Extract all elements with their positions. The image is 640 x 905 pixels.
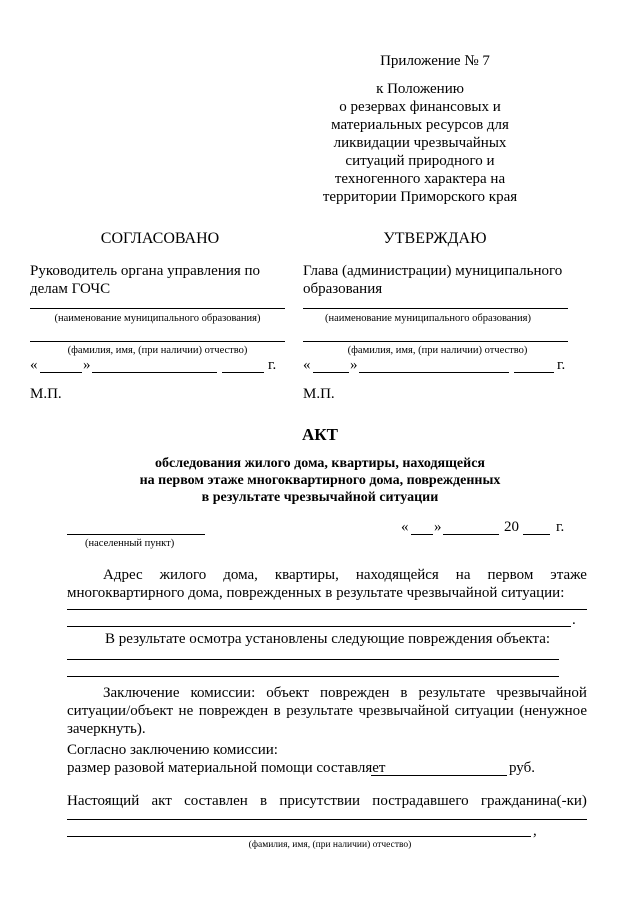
- place-line[interactable]: [67, 534, 205, 535]
- address-word: дома,: [223, 567, 258, 583]
- presence-line-1: [67, 792, 587, 810]
- address-word: Адрес: [103, 567, 143, 583]
- approve-heading: УТВЕРЖДАЮ: [383, 230, 487, 247]
- right-org-line[interactable]: [303, 308, 568, 309]
- right-date-day-line[interactable]: [313, 372, 349, 373]
- conclusion-line-1: [103, 684, 587, 702]
- act-date-day-line[interactable]: [411, 534, 433, 535]
- act-subtitle-line: на первом этаже многоквартирного дома, поврежденных: [139, 473, 501, 488]
- presence-word: составлен: [184, 793, 248, 809]
- agreed-heading: СОГЛАСОВАНО: [100, 230, 220, 247]
- appendix-line: к Положению: [376, 81, 464, 97]
- left-date-year-line[interactable]: [222, 372, 264, 373]
- presence-fill-line[interactable]: [67, 836, 531, 837]
- left-name-caption: (фамилия, имя, (при наличии) отчество): [67, 345, 248, 356]
- left-org-line[interactable]: [30, 308, 285, 309]
- left-stamp: М.П.: [30, 386, 62, 402]
- conclusion-word: поврежден: [198, 703, 269, 719]
- act-date-open: «: [401, 519, 409, 535]
- right-org-caption: (наименование муниципального образования): [324, 313, 532, 324]
- right-position-line: Глава (администрации) муниципального: [303, 263, 563, 279]
- left-position-line: Руководитель органа управления по: [30, 263, 261, 279]
- act-date-year-line[interactable]: [523, 534, 550, 535]
- appendix-line: территории Приморского края: [322, 189, 518, 205]
- conclusion-word: в: [273, 703, 281, 719]
- left-date-day-line[interactable]: [40, 372, 82, 373]
- address-line-2: многоквартирного дома, поврежденных в результате чрезвычайной ситуации:: [67, 585, 565, 601]
- act-date-month-line[interactable]: [443, 534, 499, 535]
- inspection-fill-line[interactable]: [67, 659, 559, 660]
- appendix-line: ликвидации чрезвычайных: [333, 135, 507, 151]
- inspection-text: В результате осмотра установлены следующие повреждения объекта:: [105, 631, 551, 647]
- left-name-line[interactable]: [30, 341, 285, 342]
- right-stamp: М.П.: [303, 386, 335, 402]
- presence-name-caption: (фамилия, имя, (при наличии) отчество): [248, 840, 412, 850]
- right-name-caption: (фамилия, имя, (при наличии) отчество): [347, 345, 528, 356]
- right-date-month-line[interactable]: [359, 372, 509, 373]
- act-subtitle-line: в результате чрезвычайной ситуации: [201, 490, 439, 505]
- right-date-close: »: [350, 357, 358, 373]
- conclusion-word: поврежден: [320, 685, 390, 701]
- conclusion-word: ситуации: [454, 703, 514, 719]
- presence-fill-line[interactable]: [67, 819, 587, 820]
- presence-word: акт: [151, 793, 172, 809]
- conclusion-word: (ненужное: [519, 703, 587, 719]
- conclusion-word: чрезвычайной: [496, 685, 587, 701]
- address-period: .: [572, 612, 576, 628]
- right-name-line[interactable]: [303, 341, 568, 342]
- address-word: первом: [487, 567, 534, 583]
- act-date-year: г.: [556, 519, 565, 535]
- address-word: этаже: [550, 567, 587, 583]
- act-subtitle-line: обследования жилого дома, квартиры, находящейся: [155, 456, 485, 471]
- conclusion-word: ситуации/объект: [67, 703, 174, 719]
- conclusion-word: чрезвычайной: [358, 703, 450, 719]
- act-title: АКТ: [302, 425, 338, 444]
- address-word: квартиры,: [274, 567, 339, 583]
- agreement-line-2: размер разовой материальной помощи составляет: [67, 760, 386, 776]
- presence-comma: ,: [533, 823, 537, 839]
- address-fill-line[interactable]: [67, 626, 571, 627]
- left-date-month-line[interactable]: [92, 372, 217, 373]
- agreement-line-1: Согласно заключению комиссии:: [67, 742, 278, 758]
- address-word: на: [455, 567, 471, 583]
- conclusion-word: результате: [418, 685, 486, 701]
- appendix-line: ситуаций природного и: [345, 153, 495, 169]
- address-word: жилого: [159, 567, 207, 583]
- address-word: находящейся: [355, 567, 439, 583]
- address-fill-line[interactable]: [67, 609, 587, 610]
- conclusion-word: объект: [266, 685, 310, 701]
- appendix-title: Приложение № 7: [380, 53, 490, 69]
- left-date-open: «: [30, 357, 38, 373]
- presence-word: Настоящий: [67, 793, 140, 809]
- act-date-close: »: [434, 519, 442, 535]
- appendix-line: материальных ресурсов для: [331, 117, 509, 133]
- conclusion-line-2: [67, 702, 587, 720]
- conclusion-word: комиссии:: [190, 685, 256, 701]
- payment-amount-line[interactable]: [371, 775, 507, 776]
- currency-label: руб.: [509, 760, 535, 776]
- presence-word: гражданина(-ки): [480, 793, 587, 809]
- left-date-close: »: [83, 357, 91, 373]
- right-position-line: образования: [303, 281, 383, 297]
- conclusion-line-3: зачеркнуть).: [67, 721, 146, 737]
- right-date-open: «: [303, 357, 311, 373]
- conclusion-word: Заключение: [103, 685, 180, 701]
- conclusion-word: результате: [286, 703, 353, 719]
- conclusion-word: не: [178, 703, 194, 719]
- appendix-line: о резервах финансовых и: [339, 99, 501, 115]
- place-caption: (населенный пункт): [85, 538, 175, 549]
- presence-word: в: [260, 793, 268, 809]
- left-position-line: делам ГОЧС: [30, 281, 111, 297]
- left-org-caption: (наименование муниципального образования): [54, 313, 261, 324]
- right-date-year: г.: [557, 357, 566, 373]
- presence-word: присутствии: [279, 793, 361, 809]
- left-date-year: г.: [268, 357, 277, 373]
- right-date-year-line[interactable]: [514, 372, 554, 373]
- inspection-fill-line[interactable]: [67, 676, 559, 677]
- address-line-1: [103, 566, 587, 584]
- conclusion-word: в: [400, 685, 408, 701]
- presence-word: пострадавшего: [372, 793, 469, 809]
- appendix-line: техногенного характера на: [334, 171, 506, 187]
- act-date-century: 20: [504, 519, 519, 535]
